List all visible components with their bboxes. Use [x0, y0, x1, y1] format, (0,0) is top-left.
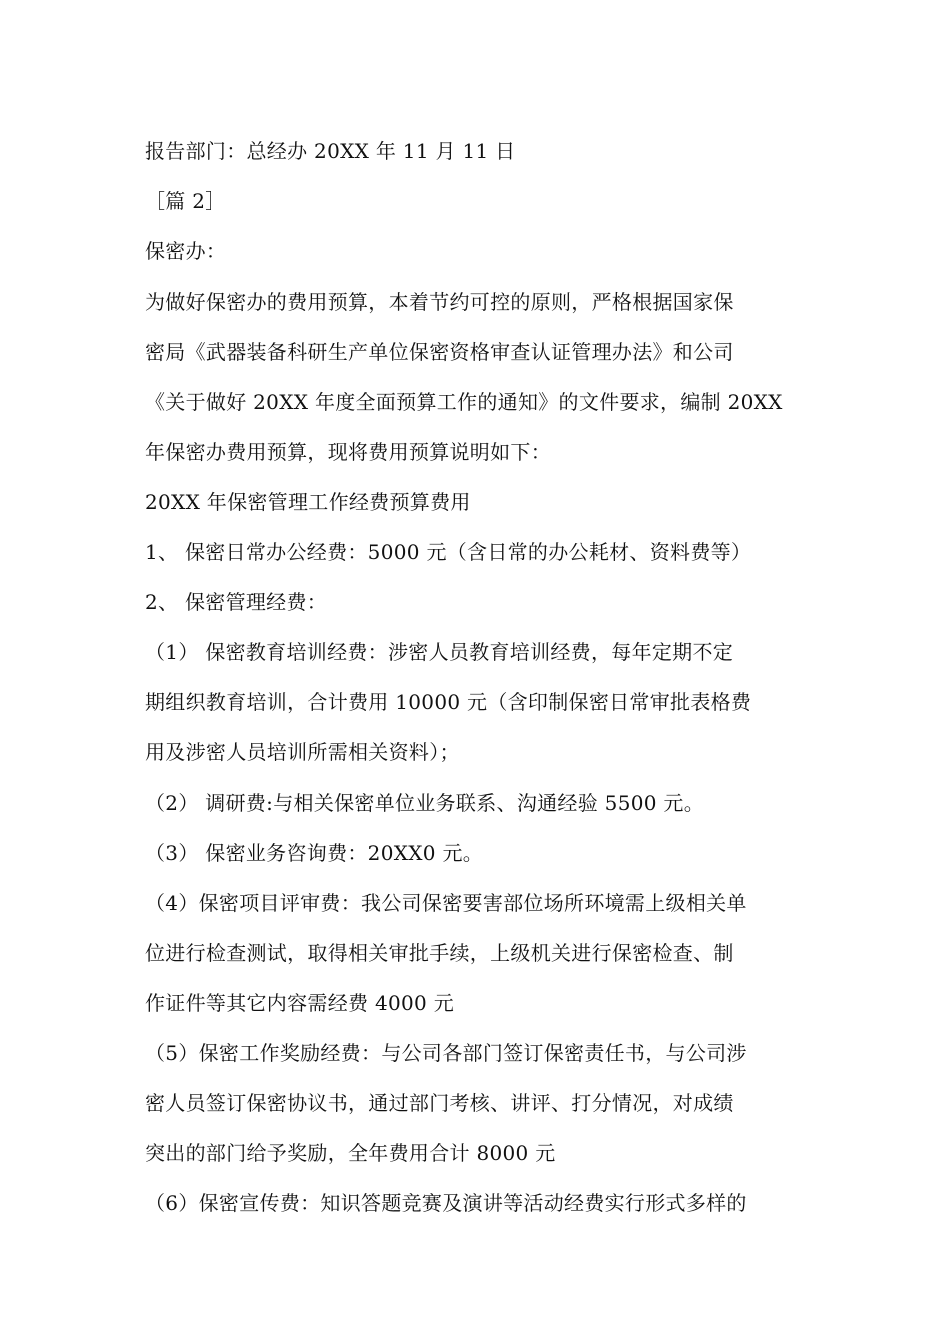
subitem-6-line-1: （6）保密宣传费：知识答题竞赛及演讲等活动经费实行形式多样的 [145, 1191, 747, 1215]
subitem-3-consulting-fee: （3） 保密业务咨询费：20XX0 元。 [145, 841, 484, 865]
subitem-4-line-1: （4）保密项目评审费：我公司保密要害部位场所环境需上级相关单 [145, 891, 747, 915]
subitem-4-line-2: 位进行检查测试，取得相关审批手续，上级机关进行保密检查、制 [145, 941, 734, 965]
subitem-1-line-3: 用及涉密人员培训所需相关资料）； [145, 740, 460, 764]
subitem-1-line-2: 期组织教育培训，合计费用 10000 元（含印制保密日常审批表格费 [145, 690, 752, 714]
subitem-4-line-3: 作证件等其它内容需经费 4000 元 [145, 991, 455, 1015]
paragraph-intro-line-1: 为做好保密办的费用预算，本着节约可控的原则，严格根据国家保 [145, 290, 734, 314]
section-marker: ［篇 2］ [145, 189, 226, 213]
paragraph-intro-line-4: 年保密办费用预算，现将费用预算说明如下： [145, 440, 551, 464]
subitem-5-line-3: 突出的部门给予奖励，全年费用合计 8000 元 [145, 1141, 556, 1165]
subitem-2-research-fee: （2） 调研费:与相关保密单位业务联系、沟通经验 5500 元。 [145, 791, 705, 815]
subitem-5-line-1: （5）保密工作奖励经费：与公司各部门签订保密责任书，与公司涉 [145, 1041, 747, 1065]
item-1-office-expense: 1、 保密日常办公经费：5000 元（含日常的办公耗材、资料费等） [145, 540, 752, 564]
report-department-line: 报告部门：总经办 20XX 年 11 月 11 日 [145, 139, 516, 163]
paragraph-intro-line-2: 密局《武器装备科研生产单位保密资格审查认证管理办法》和公司 [145, 340, 734, 364]
addressee-line: 保密办： [145, 239, 227, 263]
subitem-5-line-2: 密人员签订保密协议书，通过部门考核、讲评、打分情况，对成绩 [145, 1091, 734, 1115]
item-2-management-expense: 2、 保密管理经费： [145, 590, 328, 614]
budget-heading: 20XX 年保密管理工作经费预算费用 [145, 490, 471, 514]
paragraph-intro-line-3: 《关于做好 20XX 年度全面预算工作的通知》的文件要求，编制 20XX [145, 390, 783, 414]
subitem-1-line-1: （1） 保密教育培训经费：涉密人员教育培训经费，每年定期不定 [145, 640, 734, 664]
